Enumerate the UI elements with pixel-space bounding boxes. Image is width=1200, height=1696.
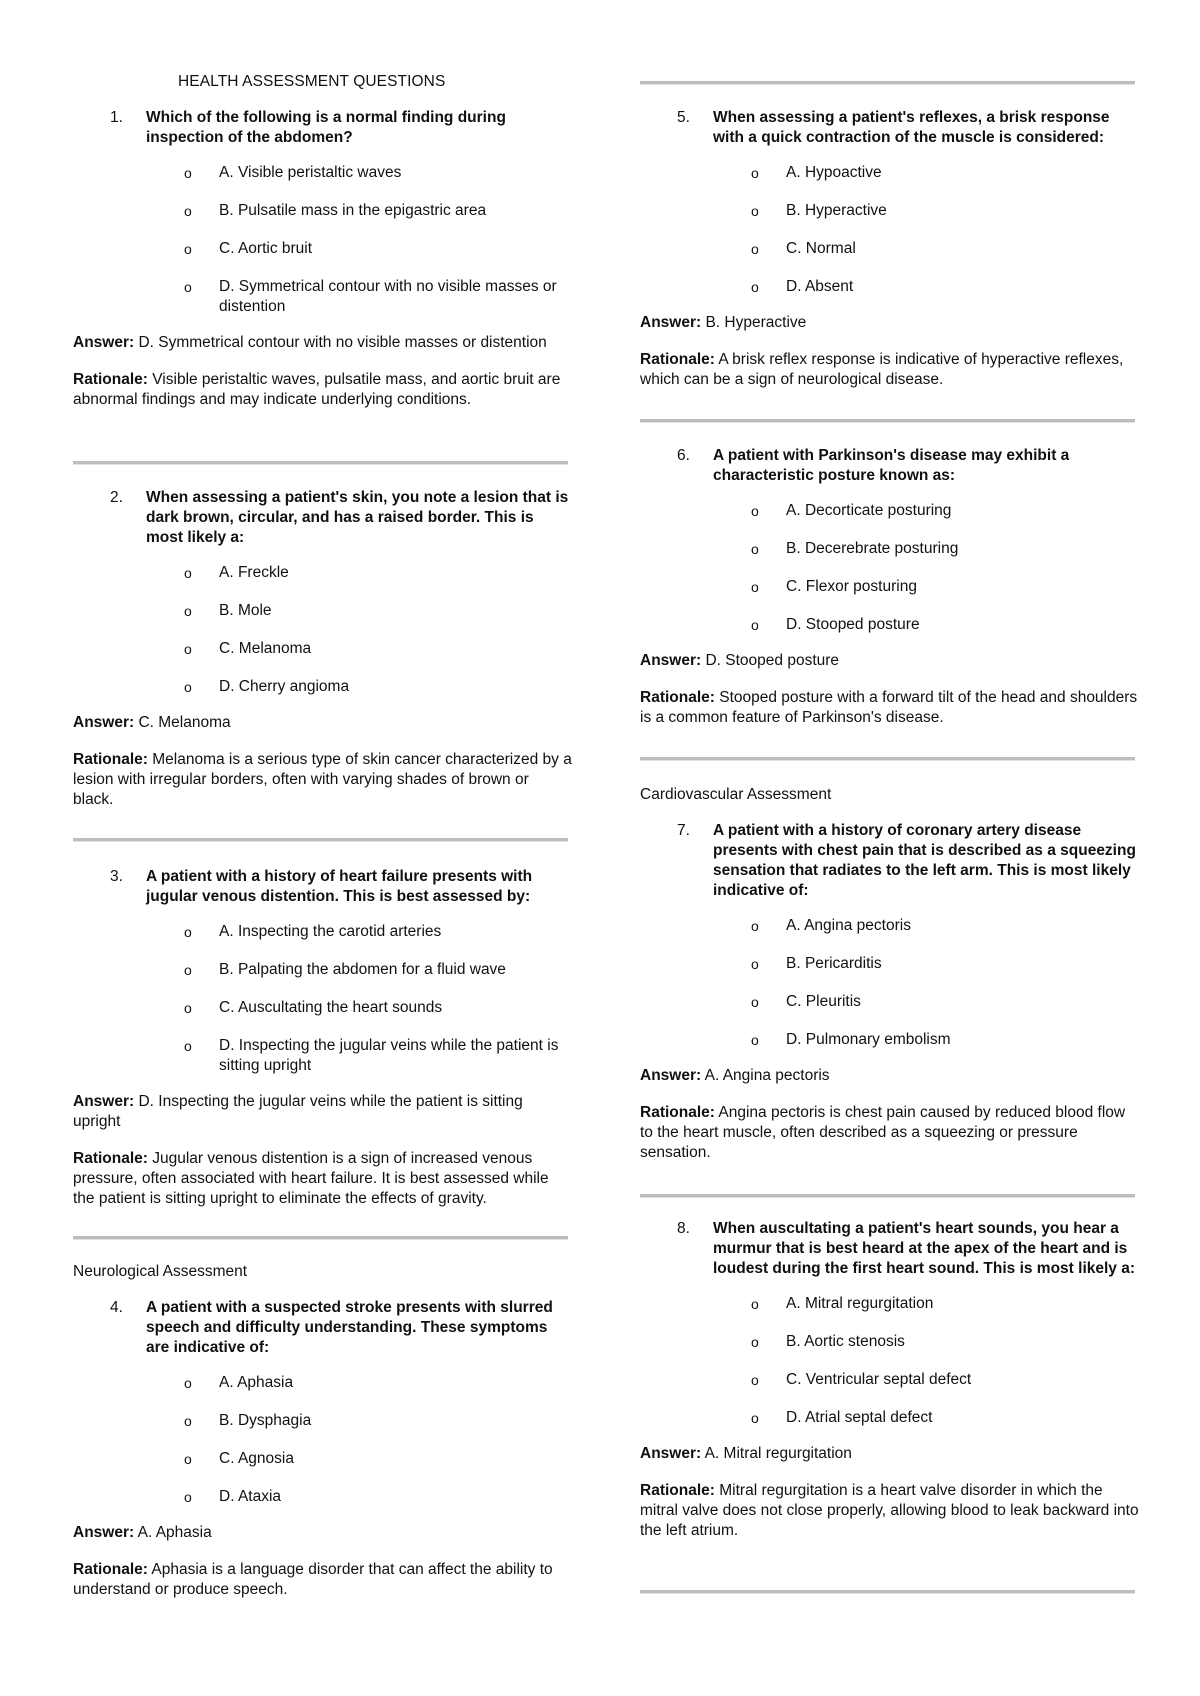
- bullet-icon: o: [751, 994, 759, 1010]
- answer: [640, 651, 1140, 671]
- option-c[interactable]: [640, 992, 1140, 1012]
- bullet-icon: o: [751, 579, 759, 595]
- option-text: D. Pulmonary embolism: [786, 1031, 951, 1048]
- option-c[interactable]: [73, 998, 573, 1018]
- option-b[interactable]: [73, 601, 573, 621]
- option-text: D. Ataxia: [219, 1488, 282, 1505]
- question-4: [73, 1298, 573, 1600]
- bullet-icon: o: [184, 165, 192, 181]
- option-text: A. Decorticate posturing: [786, 502, 952, 519]
- option-text: A. Aphasia: [219, 1374, 294, 1391]
- option-d[interactable]: [640, 615, 1140, 635]
- question-text: When assessing a patient's reflexes, a brisk response with a quick contraction of the muscle is considered:: [713, 109, 1110, 146]
- bullet-icon: o: [751, 241, 759, 257]
- bullet-icon: o: [184, 641, 192, 657]
- option-text: A. Mitral regurgitation: [786, 1295, 934, 1312]
- rationale-label: Rationale:: [640, 351, 715, 368]
- answer-label: Answer:: [640, 652, 702, 669]
- option-b[interactable]: [73, 960, 573, 980]
- bullet-icon: o: [184, 203, 192, 219]
- option-text: A. Inspecting the carotid arteries: [219, 923, 442, 940]
- option-c[interactable]: [640, 577, 1140, 597]
- answer-label: Answer:: [73, 334, 135, 351]
- option-text: A. Freckle: [219, 564, 289, 581]
- option-text: D. Absent: [786, 278, 854, 295]
- option-text: C. Agnosia: [219, 1450, 294, 1467]
- rationale-label: Rationale:: [640, 689, 715, 706]
- rationale: [73, 1560, 573, 1600]
- bullet-icon: o: [751, 1334, 759, 1350]
- option-b[interactable]: [73, 201, 573, 221]
- bullet-icon: o: [751, 165, 759, 181]
- answer: [73, 333, 573, 353]
- answer: [640, 1444, 1140, 1464]
- question-number: 2.: [110, 489, 123, 506]
- rationale: [640, 350, 1140, 390]
- rationale-text: Visible peristaltic waves, pulsatile mass, and aortic bruit are abnormal findings and may indicate underlying conditions.: [73, 371, 561, 408]
- divider: [640, 1194, 1135, 1198]
- answer-text: B. Hyperactive: [705, 314, 807, 331]
- options-list: [73, 163, 573, 317]
- bullet-icon: o: [751, 203, 759, 219]
- answer-text: A. Aphasia: [137, 1524, 212, 1541]
- question-text: A patient with a history of coronary artery disease presents with chest pain that is described as a squeezing sensation that radiates to the left arm. This is most likely indicative of:: [713, 822, 1136, 899]
- option-a[interactable]: [73, 922, 573, 942]
- option-a[interactable]: [640, 163, 1140, 183]
- option-b[interactable]: [640, 1332, 1140, 1352]
- question-number: 5.: [677, 109, 690, 126]
- rationale-text: Angina pectoris is chest pain caused by reduced blood flow to the heart muscle, often described as a squeezing or pressure sensation.: [640, 1104, 1126, 1161]
- option-text: D. Stooped posture: [786, 616, 920, 633]
- section-heading-cardiovascular: Cardiovascular Assessment: [640, 786, 832, 803]
- answer-text: A. Mitral regurgitation: [704, 1445, 852, 1462]
- rationale: [640, 1481, 1140, 1541]
- bullet-icon: o: [751, 918, 759, 934]
- option-d[interactable]: [640, 277, 1140, 297]
- answer-label: Answer:: [640, 1067, 702, 1084]
- rationale-label: Rationale:: [73, 1150, 148, 1167]
- option-text: C. Melanoma: [219, 640, 312, 657]
- bullet-icon: o: [184, 679, 192, 695]
- question-text: A patient with Parkinson's disease may exhibit a characteristic posture known as:: [713, 447, 1070, 484]
- option-d[interactable]: [73, 1036, 573, 1076]
- rationale-label: Rationale:: [73, 371, 148, 388]
- rationale: [73, 1149, 573, 1209]
- answer: [73, 1523, 573, 1543]
- answer-label: Answer:: [73, 1093, 135, 1110]
- option-text: C. Aortic bruit: [219, 240, 313, 257]
- options-list: [73, 563, 573, 697]
- rationale-text: A brisk reflex response is indicative of hyperactive reflexes, which can be a sign of neurological disease.: [640, 351, 1124, 388]
- option-d[interactable]: [73, 277, 573, 317]
- question-5: [640, 108, 1140, 390]
- option-text: C. Normal: [786, 240, 856, 257]
- bullet-icon: o: [184, 1413, 192, 1429]
- answer: [640, 1066, 1140, 1086]
- question-8: [640, 1219, 1140, 1541]
- option-text: A. Visible peristaltic waves: [219, 164, 402, 181]
- rationale-label: Rationale:: [640, 1482, 715, 1499]
- divider: [640, 81, 1135, 85]
- option-c[interactable]: [73, 1449, 573, 1469]
- rationale: [640, 688, 1140, 728]
- bullet-icon: o: [184, 962, 192, 978]
- answer-text: D. Stooped posture: [705, 652, 840, 669]
- option-text: B. Aortic stenosis: [786, 1333, 905, 1350]
- option-c[interactable]: [640, 239, 1140, 259]
- option-c[interactable]: [73, 239, 573, 259]
- question-text: When assessing a patient's skin, you note a lesion that is dark brown, circular, and has a raised border. This is most likely a:: [146, 489, 569, 546]
- question-6: [640, 446, 1140, 728]
- rationale-text: Stooped posture with a forward tilt of the head and shoulders is a common feature of Parkinson's disease.: [640, 689, 1138, 726]
- bullet-icon: o: [184, 565, 192, 581]
- option-text: D. Inspecting the jugular veins while the patient is sitting upright: [219, 1037, 559, 1074]
- option-d[interactable]: [640, 1408, 1140, 1428]
- document-title: HEALTH ASSESSMENT QUESTIONS: [178, 73, 446, 90]
- question-text: When auscultating a patient's heart sounds, you hear a murmur that is best heard at the apex of the heart and is loudest during the first heart sound. This is most likely a:: [713, 1220, 1136, 1277]
- question-number: 3.: [110, 868, 123, 885]
- answer: [73, 1092, 573, 1132]
- bullet-icon: o: [751, 1410, 759, 1426]
- bullet-icon: o: [751, 279, 759, 295]
- answer-label: Answer:: [640, 1445, 702, 1462]
- question-text: Which of the following is a normal finding during inspection of the abdomen?: [146, 109, 506, 146]
- rationale-text: Aphasia is a language disorder that can affect the ability to understand or produce speech.: [73, 1561, 553, 1598]
- bullet-icon: o: [184, 1000, 192, 1016]
- rationale-label: Rationale:: [640, 1104, 715, 1121]
- option-text: C. Flexor posturing: [786, 578, 917, 595]
- option-text: B. Mole: [219, 602, 272, 619]
- rationale-label: Rationale:: [73, 751, 148, 768]
- rationale: [73, 370, 573, 410]
- rationale-label: Rationale:: [73, 1561, 148, 1578]
- bullet-icon: o: [751, 503, 759, 519]
- option-a[interactable]: [73, 163, 573, 183]
- option-c[interactable]: [640, 1370, 1140, 1390]
- option-text: D. Atrial septal defect: [786, 1409, 933, 1426]
- answer-text: A. Angina pectoris: [704, 1067, 830, 1084]
- rationale: [640, 1103, 1140, 1163]
- bullet-icon: o: [751, 1296, 759, 1312]
- option-text: B. Dysphagia: [219, 1412, 312, 1429]
- question-number: 1.: [110, 109, 123, 126]
- option-a[interactable]: [640, 916, 1140, 936]
- answer-label: Answer:: [73, 714, 135, 731]
- divider: [640, 419, 1135, 423]
- option-text: B. Hyperactive: [786, 202, 887, 219]
- options-list: [73, 922, 573, 1076]
- bullet-icon: o: [751, 956, 759, 972]
- bullet-icon: o: [751, 1032, 759, 1048]
- question-number: 6.: [677, 447, 690, 464]
- answer-label: Answer:: [640, 314, 702, 331]
- answer-label: Answer:: [73, 1524, 135, 1541]
- option-text: B. Pericarditis: [786, 955, 882, 972]
- rationale-text: Jugular venous distention is a sign of increased venous pressure, often associated with heart failure. It is best assessed while the patient is sitting upright to eliminate the effects of gravity.: [73, 1150, 549, 1207]
- question-2: [73, 488, 573, 810]
- option-d[interactable]: [640, 1030, 1140, 1050]
- divider: [73, 838, 568, 842]
- answer-text: C. Melanoma: [138, 714, 231, 731]
- answer: [73, 713, 573, 733]
- bullet-icon: o: [184, 1489, 192, 1505]
- bullet-icon: o: [751, 617, 759, 633]
- bullet-icon: o: [184, 1451, 192, 1467]
- bullet-icon: o: [184, 1375, 192, 1391]
- rationale: [73, 750, 573, 810]
- divider: [73, 1236, 568, 1240]
- bullet-icon: o: [184, 241, 192, 257]
- rationale-text: Melanoma is a serious type of skin cancer characterized by a lesion with irregular borders, often with varying shades of brown or black.: [73, 751, 572, 808]
- question-number: 8.: [677, 1220, 690, 1237]
- question-3: [73, 867, 573, 1209]
- option-d[interactable]: [73, 1487, 573, 1507]
- question-text: A patient with a history of heart failure presents with jugular venous distention. This is best assessed by:: [146, 868, 533, 905]
- bullet-icon: o: [184, 924, 192, 940]
- option-text: C. Ventricular septal defect: [786, 1371, 972, 1388]
- option-text: B. Pulsatile mass in the epigastric area: [219, 202, 487, 219]
- option-a[interactable]: [640, 501, 1140, 521]
- question-1: [73, 108, 573, 410]
- question-number: 7.: [677, 822, 690, 839]
- option-text: A. Angina pectoris: [786, 917, 911, 934]
- option-b[interactable]: [640, 954, 1140, 974]
- divider: [640, 757, 1135, 761]
- option-b[interactable]: [640, 201, 1140, 221]
- option-a[interactable]: [73, 1373, 573, 1393]
- divider: [73, 461, 568, 465]
- bullet-icon: o: [751, 1372, 759, 1388]
- rationale-text: Mitral regurgitation is a heart valve disorder in which the mitral valve does not close properly, allowing blood to leak backward into the left atrium.: [640, 1482, 1139, 1539]
- option-text: A. Hypoactive: [786, 164, 882, 181]
- option-a[interactable]: [640, 1294, 1140, 1314]
- option-d[interactable]: [73, 677, 573, 697]
- options-list: [640, 916, 1140, 1050]
- options-list: [73, 1373, 573, 1507]
- answer-text: D. Inspecting the jugular veins while the patient is sitting upright: [73, 1093, 523, 1130]
- options-list: [640, 501, 1140, 635]
- option-a[interactable]: [73, 563, 573, 583]
- option-text: C. Auscultating the heart sounds: [219, 999, 443, 1016]
- option-b[interactable]: [640, 539, 1140, 559]
- option-text: D. Cherry angioma: [219, 678, 350, 695]
- option-text: C. Pleuritis: [786, 993, 861, 1010]
- options-list: [640, 1294, 1140, 1428]
- bullet-icon: o: [184, 1038, 192, 1054]
- question-7: [640, 821, 1140, 1163]
- bullet-icon: o: [751, 541, 759, 557]
- question-number: 4.: [110, 1299, 123, 1316]
- option-b[interactable]: [73, 1411, 573, 1431]
- option-c[interactable]: [73, 639, 573, 659]
- answer-text: D. Symmetrical contour with no visible masses or distention: [138, 334, 547, 351]
- option-text: D. Symmetrical contour with no visible masses or distention: [219, 278, 557, 315]
- options-list: [640, 163, 1140, 297]
- bullet-icon: o: [184, 603, 192, 619]
- section-heading-neurological: Neurological Assessment: [73, 1263, 248, 1280]
- bullet-icon: o: [184, 279, 192, 295]
- divider: [640, 1590, 1135, 1594]
- option-text: B. Decerebrate posturing: [786, 540, 959, 557]
- option-text: B. Palpating the abdomen for a fluid wave: [219, 961, 506, 978]
- question-text: A patient with a suspected stroke presents with slurred speech and difficulty understanding. These symptoms are indicative of:: [146, 1299, 553, 1356]
- answer: [640, 313, 1140, 333]
